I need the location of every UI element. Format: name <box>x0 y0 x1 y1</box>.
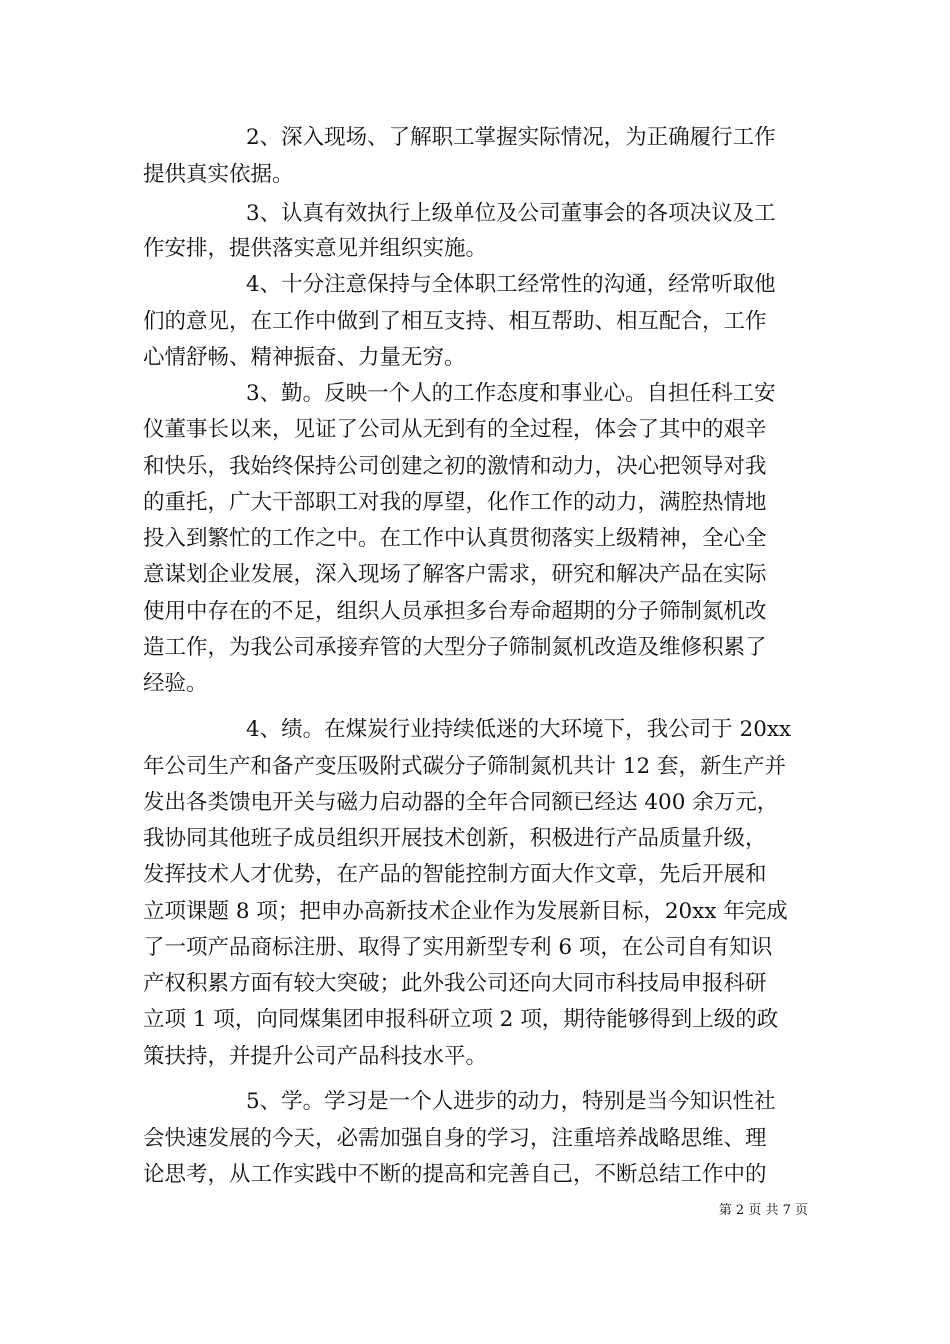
text-line: 作安排，提供落实意见并组织实施。 <box>143 237 488 261</box>
text-line: 发挥技术人才优势，在产品的智能控制方面大作文章，先后开展和 <box>143 863 767 887</box>
text-line: 发出各类馈电开关与磁力启动器的全年合同额已经达 400 余万元， <box>143 791 779 815</box>
text-line: 意谋划企业发展，深入现场了解客户需求，研究和解决产品在实际 <box>143 563 767 587</box>
text-line: 2、深入现场、了解职工掌握实际情况，为正确履行工作 <box>246 126 776 150</box>
text-line: 3、勤。反映一个人的工作态度和事业心。自担任科工安 <box>246 382 776 406</box>
text-line: 4、绩。在煤炭行业持续低迷的大环境下，我公司于 20xx <box>246 718 792 742</box>
text-line: 3、认真有效执行上级单位及公司董事会的各项决议及工 <box>246 202 776 226</box>
text-line: 立项课题 8 项；把申办高新技术企业作为发展新目标，20xx 年完成 <box>143 900 788 924</box>
text-line: 造工作，为我公司承接弃管的大型分子筛制氮机改造及维修积累了 <box>143 636 767 660</box>
text-line: 的重托，广大干部职工对我的厚望，化作工作的动力，满腔热情地 <box>143 491 767 515</box>
text-line: 使用中存在的不足，组织人员承担多台寿命超期的分子筛制氮机改 <box>143 600 767 624</box>
text-line: 投入到繁忙的工作之中。在工作中认真贯彻落实上级精神，全心全 <box>143 527 767 551</box>
text-line: 了一项产品商标注册、取得了实用新型专利 6 项，在公司自有知识 <box>143 936 773 960</box>
text-line: 会快速发展的今天，必需加强自身的学习，注重培养战略思维、理 <box>143 1127 767 1151</box>
text-line: 仪董事长以来，见证了公司从无到有的全过程，体会了其中的艰辛 <box>143 418 767 442</box>
text-line: 论思考，从工作实践中不断的提高和完善自己，不断总结工作中的 <box>143 1163 767 1187</box>
text-line: 提供真实依据。 <box>143 163 294 187</box>
text-line: 和快乐，我始终保持公司创建之初的激情和动力，决心把领导对我 <box>143 455 767 479</box>
text-line: 立项 1 项，向同煤集团申报科研立项 2 项，期待能够得到上级的政 <box>143 1008 779 1032</box>
text-line: 5、学。学习是一个人进步的动力，特别是当今知识性社 <box>246 1090 776 1114</box>
page-number: 第 2 页 共 7 页 <box>718 1203 808 1218</box>
text-line: 产权积累方面有较大突破；此外我公司还向大同市科技局申报科研 <box>143 972 767 996</box>
text-line: 我协同其他班子成员组织开展技术创新，积极进行产品质量升级， <box>143 827 767 851</box>
text-line: 年公司生产和备产变压吸附式碳分子筛制氮机共计 12 套，新生产并 <box>143 755 787 779</box>
text-line: 们的意见，在工作中做到了相互支持、相互帮助、相互配合，工作 <box>143 310 767 334</box>
text-line: 心情舒畅、精神振奋、力量无穷。 <box>143 346 466 370</box>
text-line: 策扶持，并提升公司产品科技水平。 <box>143 1045 488 1069</box>
text-line: 经验。 <box>143 672 208 696</box>
text-line: 4、十分注意保持与全体职工经常性的沟通，经常听取他 <box>246 273 776 297</box>
